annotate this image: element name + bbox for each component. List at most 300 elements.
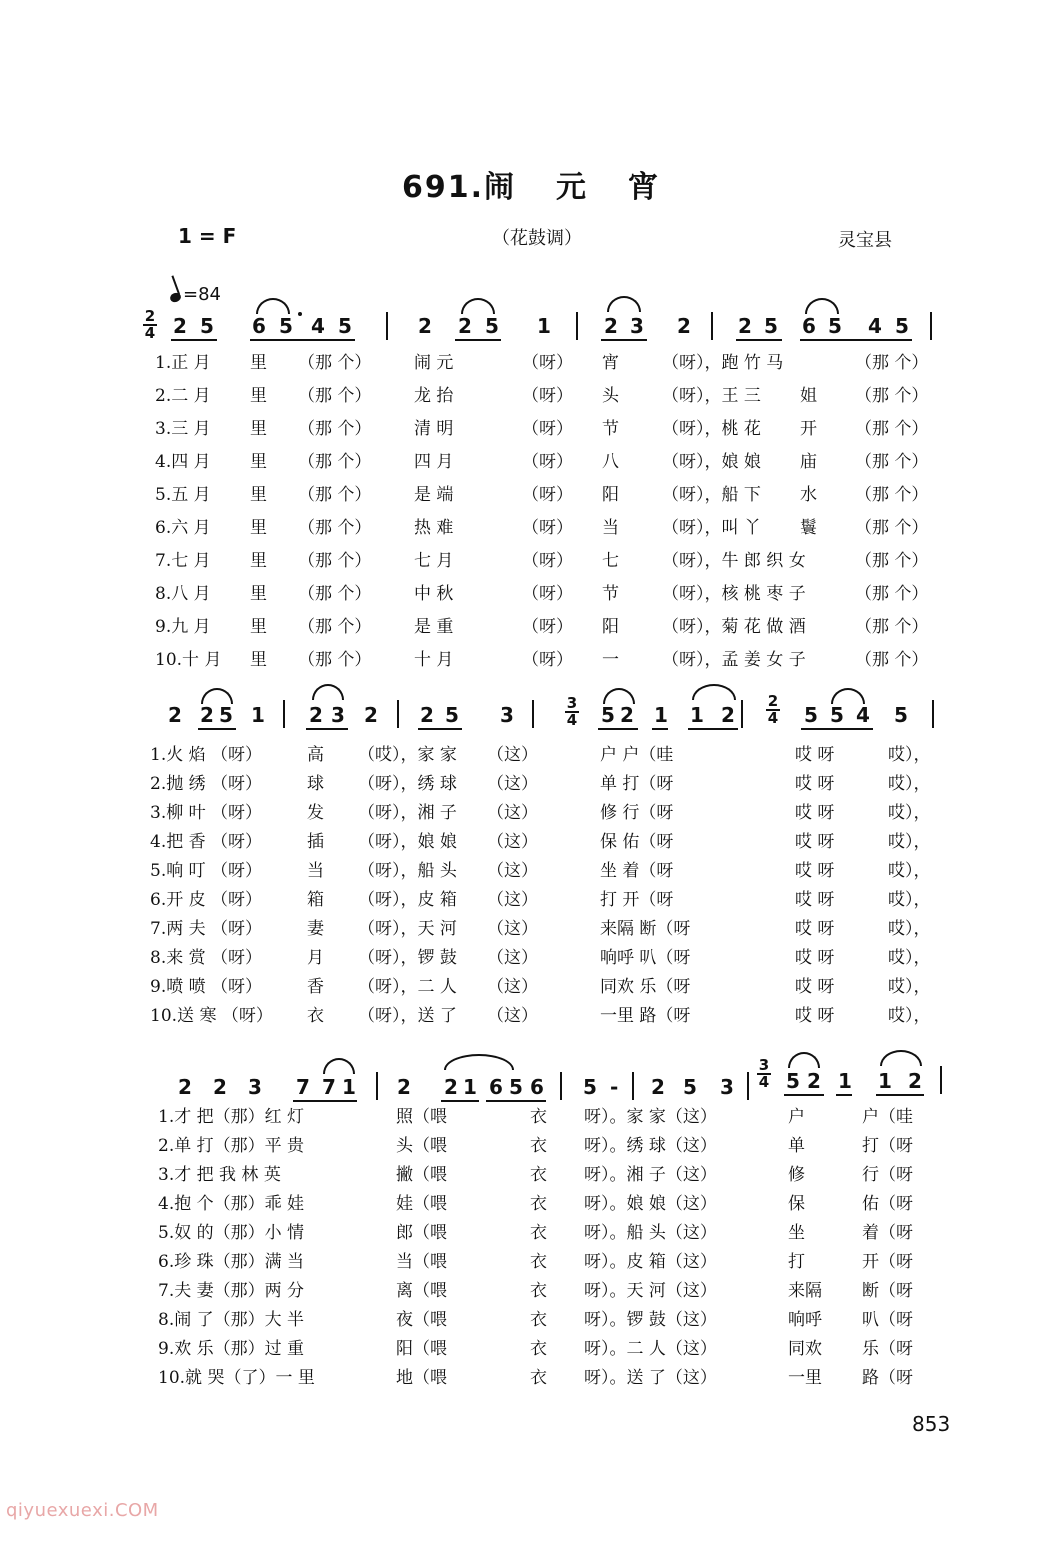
lyric-cell: 10.就 哭（了）一 里 — [158, 1368, 315, 1388]
lyric-cell: 来隔 断（呀 — [600, 919, 691, 939]
lyric-cell: 2.二 月 — [155, 386, 211, 406]
time-sig-top: 2 — [144, 307, 156, 325]
lyric-cell: 是 端 — [414, 485, 454, 505]
lyric-cell: （那 个） — [855, 584, 929, 604]
lyric-cell: 哎）， — [888, 919, 931, 939]
slur — [444, 1054, 514, 1070]
slur — [603, 688, 635, 704]
lyric-cell: （那 个） — [298, 518, 372, 538]
lyric-cell: 打（呀 — [862, 1136, 913, 1156]
lyric-cell: （呀），孟 姜 女 子 — [662, 650, 806, 670]
lyric-cell: （这） — [487, 861, 538, 881]
lyric-cell: 呀）。湘 子（这） — [584, 1165, 717, 1185]
lyric-cell: 行（呀 — [862, 1165, 913, 1185]
lyric-cell: 呀）。家 家（这） — [584, 1107, 717, 1127]
lyric-cell: 佑（呀 — [862, 1194, 913, 1214]
lyric-cell: （那 个） — [855, 551, 929, 571]
lyric-cell: 鬟 — [800, 518, 817, 538]
lyric-cell: 十 月 — [414, 650, 454, 670]
lyric-cell: （呀），核 桃 枣 子 — [662, 584, 806, 604]
lyric-cell: 高 — [307, 745, 324, 765]
lyric-cell: 哎）， — [888, 861, 931, 881]
lyric-cell: 哎 呀 — [795, 890, 835, 910]
lyric-cell: 1.才 把（那）红 灯 — [158, 1107, 305, 1127]
lyric-cell: 呀）。天 河（这） — [584, 1281, 717, 1301]
lyric-cell: 2.单 打（那）平 贵 — [158, 1136, 305, 1156]
lyric-cell: 里 — [250, 551, 267, 571]
lyric-cell: （呀），娘 娘 — [662, 452, 761, 472]
lyric-cell: 户（哇 — [862, 1107, 913, 1127]
dash: - — [610, 1075, 619, 1099]
lyric-cell: 哎）， — [888, 745, 931, 765]
lyric-cell: 离（喂 — [396, 1281, 447, 1301]
bar-line — [386, 312, 388, 340]
note: 3 — [331, 703, 345, 727]
slur — [461, 298, 495, 314]
bar-line — [711, 312, 713, 340]
lyric-cell: 阳 — [602, 485, 619, 505]
lyric-cell: 6.六 月 — [155, 518, 211, 538]
lyric-cell: （呀），王 三 — [662, 386, 761, 406]
lyric-cell: （呀） — [522, 452, 573, 472]
note: 5 — [894, 703, 908, 727]
lyric-cell: 撇（喂 — [396, 1165, 447, 1185]
lyric-cell: 娃（喂 — [396, 1194, 447, 1214]
slur — [831, 688, 865, 704]
lyric-cell: 衣 — [530, 1252, 547, 1272]
lyric-cell: 哎 呀 — [795, 774, 835, 794]
lyric-cell: 插 — [307, 832, 324, 852]
lyric-cell: 着（呀 — [862, 1223, 913, 1243]
note: 2 — [213, 1075, 227, 1099]
lyric-cell: 哎）， — [888, 1006, 931, 1026]
lyric-cell: （这） — [487, 919, 538, 939]
lyric-cell: 一 — [602, 650, 619, 670]
note: 5 — [509, 1075, 523, 1099]
slur — [788, 1052, 820, 1068]
note: 2 — [721, 703, 735, 727]
lyric-cell: 响呼 — [788, 1310, 822, 1330]
note: 2 — [178, 1075, 192, 1099]
lyric-cell: 3.才 把 我 林 英 — [158, 1165, 281, 1185]
lyric-cell: 四 月 — [414, 452, 454, 472]
note: 2 — [807, 1069, 821, 1093]
note: 2 — [200, 703, 214, 727]
slur — [880, 1050, 922, 1066]
lyric-cell: 1.火 焰 （呀） — [150, 745, 263, 765]
underline — [784, 1094, 824, 1096]
lyric-cell: 3.柳 叶 （呀） — [150, 803, 263, 823]
lyric-cell: 1.正 月 — [155, 353, 211, 373]
lyric-cell: （这） — [487, 948, 538, 968]
lyric-cell: 发 — [307, 803, 324, 823]
lyric-cell: 姐 — [800, 386, 817, 406]
lyric-cell: 当（喂 — [396, 1252, 447, 1272]
underline — [800, 339, 912, 341]
lyric-cell: （那 个） — [855, 485, 929, 505]
bar-line — [560, 1072, 562, 1100]
lyric-cell: （呀） — [522, 485, 573, 505]
time-sig-top: 3 — [566, 694, 578, 712]
lyric-cell: 一里 路（呀 — [600, 1006, 691, 1026]
lyric-cell: （那 个） — [298, 551, 372, 571]
note: 6 — [530, 1075, 544, 1099]
lyric-cell: 哎 呀 — [795, 1006, 835, 1026]
lyric-cell: 6.珍 珠（那）满 当 — [158, 1252, 305, 1272]
lyric-cell: （那 个） — [855, 452, 929, 472]
lyric-cell: 9.喷 喷 （呀） — [150, 977, 263, 997]
song-title — [0, 162, 1062, 206]
note: 3 — [248, 1075, 262, 1099]
lyric-cell: 水 — [800, 485, 817, 505]
lyric-cell: （这） — [487, 774, 538, 794]
note: 5 — [830, 703, 844, 727]
lyric-cell: 坐 — [788, 1223, 805, 1243]
lyric-cell: （呀），船 下 — [662, 485, 761, 505]
note: 5 — [219, 703, 233, 727]
note: 2 — [173, 314, 187, 338]
note: 5 — [786, 1069, 800, 1093]
note: 6 — [802, 314, 816, 338]
lyric-cell: 里 — [250, 485, 267, 505]
lyric-cell: 6.开 皮 （呀） — [150, 890, 263, 910]
lyric-cell: （那 个） — [855, 650, 929, 670]
lyric-cell: 呀）。绣 球（这） — [584, 1136, 717, 1156]
lyric-cell: 修 — [788, 1165, 805, 1185]
lyric-cell: （呀），跑 竹 马 — [662, 353, 784, 373]
note: 2 — [418, 314, 432, 338]
lyric-cell: （呀） — [522, 617, 573, 637]
lyric-cell: 阳 — [602, 617, 619, 637]
lyric-cell: （那 个） — [855, 353, 929, 373]
title-char-1: 闹 — [484, 170, 517, 205]
bar-line — [397, 700, 399, 728]
slur — [201, 688, 233, 704]
lyric-cell: （这） — [487, 803, 538, 823]
lyric-cell: 9.九 月 — [155, 617, 211, 637]
quarter-note-icon — [169, 291, 182, 303]
tune-style: （花鼓调） — [492, 228, 582, 249]
lyric-cell: （那 个） — [298, 353, 372, 373]
underline — [171, 339, 217, 341]
bar-line — [930, 312, 932, 340]
underline — [736, 339, 782, 341]
time-signature-2-4 — [143, 309, 157, 341]
note: 2 — [677, 314, 691, 338]
lyric-cell: 同欢 — [788, 1339, 822, 1359]
lyric-cell: （那 个） — [855, 617, 929, 637]
lyric-cell: 哎）， — [888, 890, 931, 910]
lyric-cell: 断（呀 — [862, 1281, 913, 1301]
note: 4 — [311, 314, 325, 338]
lyric-cell: 2.抛 绣 （呀） — [150, 774, 263, 794]
lyric-cell: 球 — [307, 774, 324, 794]
lyric-cell: （呀），桃 花 — [662, 419, 761, 439]
key-signature: 1 = F — [178, 224, 237, 248]
note: 2 — [620, 703, 634, 727]
time-sig-bottom: 4 — [144, 324, 156, 342]
lyric-cell: （呀），叫 丫 — [662, 518, 761, 538]
lyric-cell: 当 — [307, 861, 324, 881]
lyric-cell: 衣 — [530, 1194, 547, 1214]
note: 2 — [444, 1075, 458, 1099]
lyric-cell: 10.十 月 — [155, 650, 222, 670]
note: 2 — [908, 1069, 922, 1093]
lyric-cell: 哎 呀 — [795, 803, 835, 823]
lyric-cell: 10.送 寒 （呀） — [150, 1006, 273, 1026]
lyric-cell: 单 — [788, 1136, 805, 1156]
note: 3 — [500, 703, 514, 727]
note: 5 — [200, 314, 214, 338]
note: 7 — [296, 1075, 310, 1099]
underline — [876, 1094, 924, 1096]
lyric-cell: 夜（喂 — [396, 1310, 447, 1330]
note: 3 — [630, 314, 644, 338]
bar-line — [532, 700, 534, 728]
note: 2 — [604, 314, 618, 338]
lyric-cell: 同欢 乐（呀 — [600, 977, 691, 997]
underline — [418, 728, 462, 730]
note: 1 — [342, 1075, 356, 1099]
slur — [692, 684, 736, 700]
note: 1 — [878, 1069, 892, 1093]
note: 2 — [309, 703, 323, 727]
lyric-cell: 七 — [602, 551, 619, 571]
lyric-cell: （那 个） — [298, 485, 372, 505]
lyric-cell: 开（呀 — [862, 1252, 913, 1272]
lyric-cell: 一里 — [788, 1368, 822, 1388]
note: 1 — [654, 703, 668, 727]
lyric-cell: 5.五 月 — [155, 485, 211, 505]
lyric-cell: 宵 — [602, 353, 619, 373]
lyric-cell: （呀） — [522, 419, 573, 439]
lyric-cell: 衣 — [530, 1107, 547, 1127]
note: 5 — [338, 314, 352, 338]
note: 5 — [828, 314, 842, 338]
lyric-cell: 庙 — [800, 452, 817, 472]
lyric-cell: （那 个） — [855, 419, 929, 439]
lyric-cell: （这） — [487, 890, 538, 910]
lyric-cell: 衣 — [307, 1006, 324, 1026]
note: 2 — [458, 314, 472, 338]
note: 7 — [322, 1075, 336, 1099]
lyric-cell: （那 个） — [298, 584, 372, 604]
note: 2 — [397, 1075, 411, 1099]
lyric-cell: 保 佑（呀 — [600, 832, 674, 852]
slur — [256, 298, 290, 314]
lyric-cell: （呀） — [522, 386, 573, 406]
watermark: qiyuexuexi.COM — [6, 1500, 159, 1521]
lyric-cell: 里 — [250, 452, 267, 472]
lyric-cell: 哎）， — [888, 774, 931, 794]
lyric-cell: （那 个） — [298, 452, 372, 472]
lyric-cell: （呀） — [522, 518, 573, 538]
lyric-cell: 里 — [250, 617, 267, 637]
note: 6 — [489, 1075, 503, 1099]
time-sig-top: 2 — [767, 692, 779, 710]
note: 2 — [651, 1075, 665, 1099]
lyric-cell: 3.三 月 — [155, 419, 211, 439]
lyric-cell: （这） — [487, 977, 538, 997]
lyric-cell: 里 — [250, 518, 267, 538]
lyric-cell: （呀） — [522, 551, 573, 571]
lyric-cell: 八 — [602, 452, 619, 472]
lyric-cell: 哎 呀 — [795, 977, 835, 997]
lyric-cell: 呀）。娘 娘（这） — [584, 1194, 717, 1214]
lyric-cell: 里 — [250, 386, 267, 406]
lyric-cell: 开 — [800, 419, 817, 439]
lyric-cell: 头 — [602, 386, 619, 406]
time-sig-bottom: 4 — [566, 711, 578, 729]
lyric-cell: 衣 — [530, 1310, 547, 1330]
lyric-cell: 乐（呀 — [862, 1339, 913, 1359]
slur — [805, 298, 839, 314]
underline — [250, 339, 355, 341]
underline — [652, 728, 668, 730]
lyric-cell: 呀）。二 人（这） — [584, 1339, 717, 1359]
note: 4 — [868, 314, 882, 338]
augmentation-dot — [298, 312, 302, 316]
bar-line — [632, 1072, 634, 1100]
lyric-cell: 阳（喂 — [396, 1339, 447, 1359]
note: 5 — [485, 314, 499, 338]
slur — [312, 684, 344, 700]
note: 5 — [764, 314, 778, 338]
lyric-cell: 衣 — [530, 1339, 547, 1359]
lyric-cell: 保 — [788, 1194, 805, 1214]
lyric-cell: 呀）。船 头（这） — [584, 1223, 717, 1243]
lyric-cell: 衣 — [530, 1368, 547, 1388]
bar-line — [283, 700, 285, 728]
note: 1 — [838, 1069, 852, 1093]
lyric-cell: （呀） — [522, 650, 573, 670]
bar-line — [576, 312, 578, 340]
lyric-cell: 清 明 — [414, 419, 454, 439]
time-signature-3-4 — [757, 1058, 771, 1090]
lyric-cell: 衣 — [530, 1165, 547, 1185]
note: 1 — [690, 703, 704, 727]
lyric-cell: 哎 呀 — [795, 745, 835, 765]
lyric-cell: 户 — [788, 1107, 805, 1127]
lyric-cell: （呀） — [522, 584, 573, 604]
song-number: 691. — [401, 170, 485, 205]
underline — [836, 1094, 852, 1096]
lyric-cell: 里 — [250, 584, 267, 604]
lyric-cell: （这） — [487, 1006, 538, 1026]
lyric-cell: 衣 — [530, 1281, 547, 1301]
lyric-cell: （呀），送 了 — [358, 1006, 457, 1026]
page-number: 853 — [912, 1412, 951, 1436]
lyric-cell: 哎）， — [888, 948, 931, 968]
lyric-cell: （呀），菊 花 做 酒 — [662, 617, 806, 637]
tempo-marking — [170, 284, 221, 305]
bar-line — [747, 1072, 749, 1100]
lyric-cell: （哎），家 家 — [358, 745, 457, 765]
lyric-cell: （呀），二 人 — [358, 977, 457, 997]
lyric-cell: （呀） — [522, 353, 573, 373]
lyric-cell: （呀），娘 娘 — [358, 832, 457, 852]
note: 4 — [856, 703, 870, 727]
lyric-cell: 头（喂 — [396, 1136, 447, 1156]
lyric-cell: 哎 呀 — [795, 919, 835, 939]
time-signature-3-4 — [565, 696, 579, 728]
lyric-cell: 坐 着（呀 — [600, 861, 674, 881]
lyric-cell: 香 — [307, 977, 324, 997]
lyric-cell: 衣 — [530, 1223, 547, 1243]
note: 2 — [364, 703, 378, 727]
bar-line — [932, 700, 934, 728]
note: 6 — [252, 314, 266, 338]
lyric-cell: 5.奴 的（那）小 情 — [158, 1223, 305, 1243]
lyric-cell: （那 个） — [855, 518, 929, 538]
lyric-cell: 当 — [602, 518, 619, 538]
lyric-cell: （这） — [487, 832, 538, 852]
time-sig-bottom: 4 — [758, 1073, 770, 1091]
lyric-cell: 4.把 香 （呀） — [150, 832, 263, 852]
note: 1 — [537, 314, 551, 338]
lyric-cell: 7.七 月 — [155, 551, 211, 571]
lyric-cell: （那 个） — [298, 650, 372, 670]
lyric-cell: 节 — [602, 584, 619, 604]
lyric-cell: 节 — [602, 419, 619, 439]
note: 2 — [168, 703, 182, 727]
origin-county: 灵宝县 — [838, 230, 892, 251]
lyric-cell: 是 重 — [414, 617, 454, 637]
lyric-cell: （呀），绣 球 — [358, 774, 457, 794]
tempo-value: =84 — [183, 284, 221, 305]
lyric-cell: 打 — [788, 1252, 805, 1272]
underline — [801, 728, 873, 730]
slur — [323, 1058, 355, 1074]
underline — [601, 339, 647, 341]
lyric-cell: 妻 — [307, 919, 324, 939]
lyric-cell: （呀），船 头 — [358, 861, 457, 881]
lyric-cell: 呀）。锣 鼓（这） — [584, 1310, 717, 1330]
lyric-cell: 响呼 叭（呀 — [600, 948, 691, 968]
lyric-cell: 哎）， — [888, 977, 931, 997]
lyric-cell: 哎 呀 — [795, 832, 835, 852]
lyric-cell: 呀）。送 了（这） — [584, 1368, 717, 1388]
time-sig-bottom: 4 — [767, 709, 779, 727]
lyric-cell: 里 — [250, 419, 267, 439]
note: 2 — [738, 314, 752, 338]
lyric-cell: 七 月 — [414, 551, 454, 571]
lyric-cell: 哎 呀 — [795, 861, 835, 881]
lyric-cell: 5.响 叮 （呀） — [150, 861, 263, 881]
lyric-cell: 4.四 月 — [155, 452, 211, 472]
lyric-cell: 照（喂 — [396, 1107, 447, 1127]
title-char-3: 宵 — [628, 170, 661, 205]
lyric-cell: 郎（喂 — [396, 1223, 447, 1243]
lyric-cell: （那 个） — [298, 386, 372, 406]
underline — [198, 728, 236, 730]
lyric-cell: 4.抱 个（那）乖 娃 — [158, 1194, 305, 1214]
underline — [455, 339, 501, 341]
lyric-cell: 中 秋 — [414, 584, 454, 604]
lyric-cell: 7.夫 妻（那）两 分 — [158, 1281, 305, 1301]
note: 5 — [895, 314, 909, 338]
lyric-cell: 7.两 夫 （呀） — [150, 919, 263, 939]
lyric-cell: 哎）， — [888, 832, 931, 852]
underline — [306, 728, 348, 730]
note: 5 — [601, 703, 615, 727]
time-signature-2-4 — [766, 694, 780, 726]
lyric-cell: 衣 — [530, 1136, 547, 1156]
lyric-cell: （呀），湘 子 — [358, 803, 457, 823]
lyric-cell: 修 行（呀 — [600, 803, 674, 823]
lyric-cell: 热 难 — [414, 518, 454, 538]
note: 5 — [445, 703, 459, 727]
